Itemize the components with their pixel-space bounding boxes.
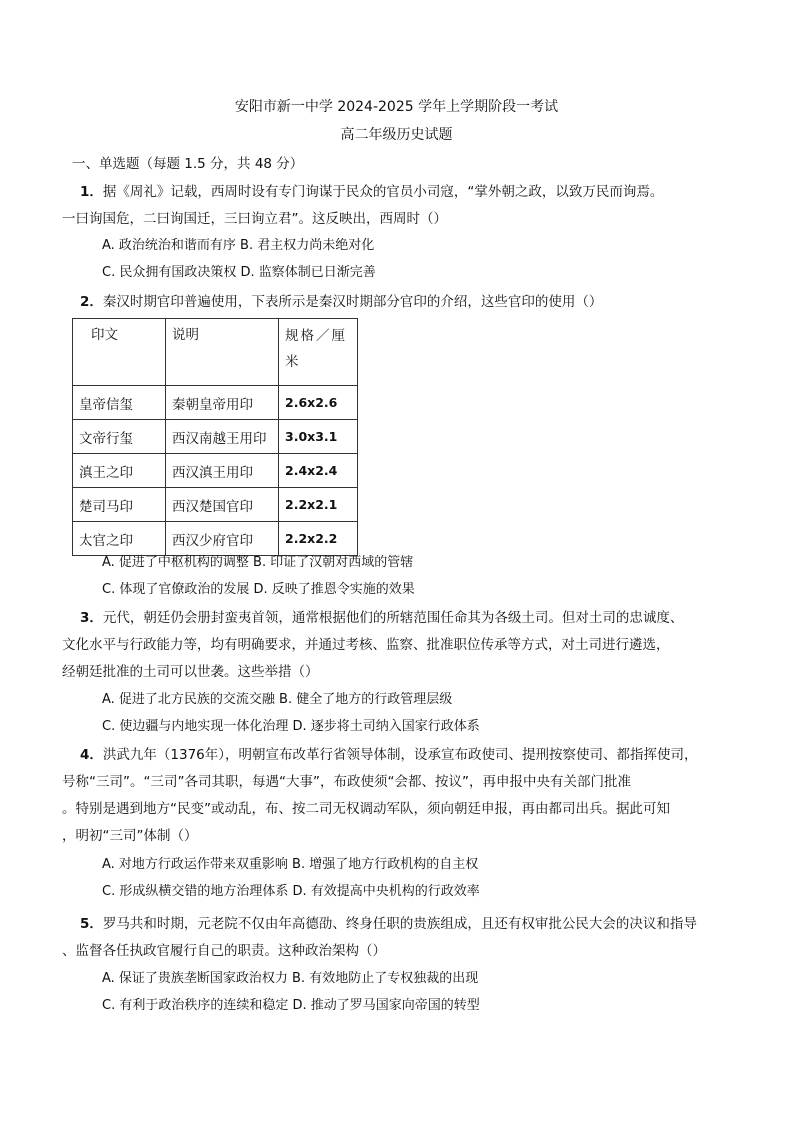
- question-4-options-cd: C. 形成纵横交错的地方治理体系 D. 有效提高中央机构的行政效率: [102, 884, 480, 899]
- question-4-line-1: [80, 743, 698, 763]
- question-text: 罗马共和时期，元老院不仅由年高德劭、终身任职的贵族组成，且还有权审批公民大会的决议和指导: [102, 916, 697, 932]
- table-row: [73, 488, 358, 522]
- question-number: 4．: [80, 747, 103, 763]
- table-cell: 西汉少府官印: [166, 522, 279, 556]
- table-cell: 2.2x2.2: [279, 522, 358, 556]
- question-2-line-1: [80, 290, 602, 310]
- question-text: 据《周礼》记载，西周时设有专门询谋于民众的官员小司寇，“掌外朝之政，以致万民而询焉。: [102, 184, 664, 200]
- question-5-line-2: 、监督各任执政官履行自己的职责。这种政治架构（）: [62, 943, 386, 959]
- question-text: 元代，朝廷仍会册封蛮夷首领，通常根据他们的所辖范围任命其为各级土司。但对土司的忠诚度、: [102, 610, 684, 626]
- question-1-options-ab: A. 政治统治和谐而有序 B. 君主权力尚未绝对化: [102, 238, 375, 253]
- table-header-spec: 规格／厘米: [285, 328, 347, 370]
- seal-table: [72, 318, 358, 556]
- table-row: [73, 386, 358, 420]
- table-header-row: [73, 319, 358, 386]
- exam-subtitle: 高二年级历史试题: [340, 127, 453, 143]
- question-text: 洪武九年（1376年），明朝宣布改革行省领导体制，设承宣布政使司、提刑按察使司、都指挥使司，: [102, 747, 698, 763]
- question-1-options-cd: C. 民众拥有国政决策权 D. 监察体制已日渐完善: [102, 265, 376, 280]
- table-cell: 皇帝信玺: [73, 386, 166, 420]
- question-number: 2．: [80, 294, 103, 310]
- question-text: 秦汉时期官印普遍使用，下表所示是秦汉时期部分官印的介绍，这些官印的使用（）: [102, 294, 603, 310]
- question-3-line-2: 文化水平与行政能力等，均有明确要求，并通过考核、监察、批准职位传承等方式，对土司进行遴选，: [62, 637, 670, 653]
- question-4-line-2: 号称“三司”。“三司”各司其职，每遇“大事”，布政使须“会都、按议”，再申报中央有关部门批准: [62, 774, 631, 790]
- question-4-line-3: 。特别是遇到地方“民变”或动乱，布、按二司无权调动军队，须向朝廷申报，再由都司出兵。据此可知: [62, 801, 670, 817]
- table-cell: 秦朝皇帝用印: [166, 386, 279, 420]
- table-cell: 楚司马印: [73, 488, 166, 522]
- question-3-options-cd: C. 使边疆与内地实现一体化治理 D. 逐步将土司纳入国家行政体系: [102, 719, 480, 734]
- table-cell: 2.6x2.6: [279, 386, 358, 420]
- question-2-options-ab: A. 促进了中枢机构的调整 B. 印证了汉朝对西域的管辖: [102, 555, 414, 570]
- question-number: 1．: [80, 184, 103, 200]
- table-row: [73, 454, 358, 488]
- table-cell: 2.4x2.4: [279, 454, 358, 488]
- question-3-options-ab: A. 促进了北方民族的交流交融 B. 健全了地方的行政管理层级: [102, 692, 453, 707]
- table-header-cell: 印文: [73, 319, 166, 386]
- table-header-cell: [279, 319, 358, 386]
- question-number: 5．: [80, 916, 103, 932]
- question-1-line-1: [80, 180, 663, 200]
- table-cell: 太官之印: [73, 522, 166, 556]
- table-row: [73, 420, 358, 454]
- table-cell: 西汉南越王用印: [166, 420, 279, 454]
- table-cell: 文帝行玺: [73, 420, 166, 454]
- question-4-options-ab: A. 对地方行政运作带来双重影响 B. 增强了地方行政机构的自主权: [102, 857, 479, 872]
- question-number: 3．: [80, 610, 103, 626]
- table-cell: 2.2x2.1: [279, 488, 358, 522]
- table-cell: 西汉滇王用印: [166, 454, 279, 488]
- section-heading: 一、单选题（每题 1.5 分，共 48 分）: [72, 156, 304, 172]
- question-5-options-ab: A. 保证了贵族垄断国家政治权力 B. 有效地防止了专权独裁的出现: [102, 971, 479, 986]
- question-5-line-1: [80, 912, 697, 932]
- question-3-line-1: [80, 606, 683, 626]
- question-3-line-3: 经朝廷批准的土司可以世袭。这些举措（）: [62, 664, 319, 680]
- question-1-line-2: 一曰询国危，二曰询国迁，三曰询立君”。这反映出，西周时（）: [62, 211, 447, 227]
- table-cell: 3.0x3.1: [279, 420, 358, 454]
- exam-title: 安阳市新一中学 2024-2025 学年上学期阶段一考试: [234, 99, 559, 115]
- question-2-options-cd: C. 体现了官僚政治的发展 D. 反映了推恩令实施的效果: [102, 582, 415, 597]
- question-5-options-cd: C. 有利于政治秩序的连续和稳定 D. 推动了罗马国家向帝国的转型: [102, 998, 480, 1013]
- table-cell: 西汉楚国官印: [166, 488, 279, 522]
- table-cell: 滇王之印: [73, 454, 166, 488]
- question-4-line-4: ，明初“三司”体制（）: [62, 828, 198, 844]
- table-header-cell: 说明: [166, 319, 279, 386]
